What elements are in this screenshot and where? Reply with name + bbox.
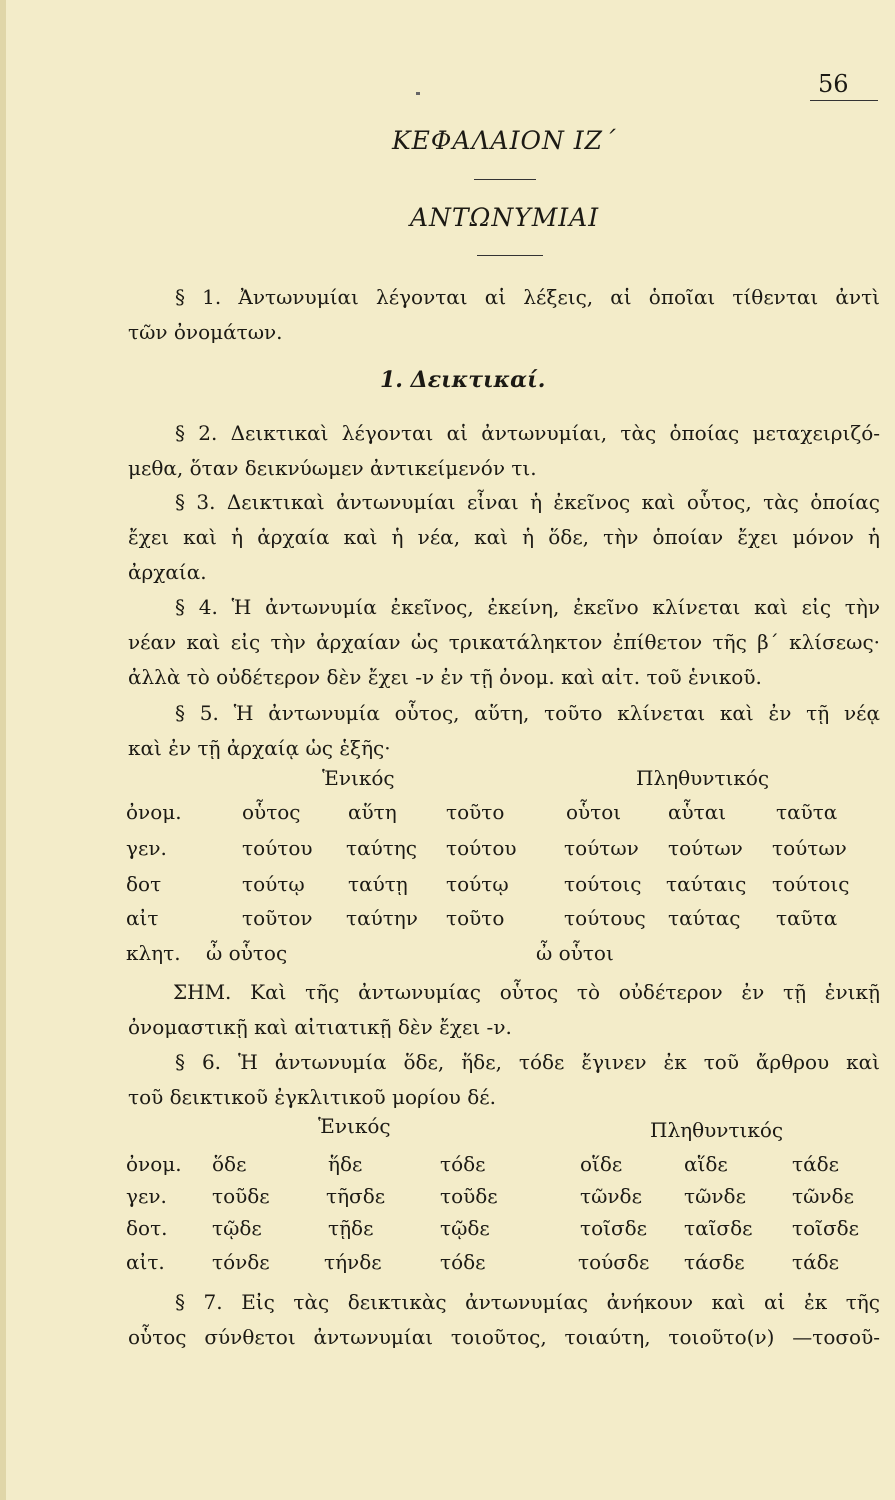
table2-cell: ἥδε (328, 1152, 363, 1176)
chapter-rule (474, 179, 536, 180)
table1-cell: τοῦτο (446, 800, 505, 824)
table1-cell: τοῦτον (242, 906, 313, 930)
paragraph-2-line-1: § 2. Δεικτικαὶ λέγονται αἱ ἀντωνυμίαι, τὰς ὁποίας μεταχειριζό- (175, 421, 880, 445)
paragraph-3-line-1: § 3. Δεικτικαὶ ἀντωνυμίαι εἶναι ἡ ἐκεῖνος καὶ οὗτος, τὰς ὁποίας (175, 490, 880, 514)
table1-case-nom: ὀνομ. (126, 800, 182, 824)
subheading: 1. Δεικτικαί. (380, 367, 546, 393)
print-speck (416, 92, 420, 95)
paragraph-7-line-1: § 7. Εἰς τὰς δεικτικὰς ἀντωνυμίας ἀνήκουν καὶ αἱ ἐκ τῆς (175, 1290, 880, 1314)
table1-cell: αὕτη (348, 800, 397, 824)
table1-cell: τούτου (242, 836, 313, 860)
table1-cell: αὗται (668, 800, 727, 824)
table1-cell: ταύταις (666, 872, 747, 896)
section-title: ΑΝΤΩΝΥΜΙΑΙ (410, 203, 600, 232)
note-line-2: ὀνομαστικῇ καὶ αἰτιατικῇ δὲν ἔχει -ν. (128, 1015, 512, 1039)
table1-cell: τούτους (564, 906, 646, 930)
table2-case-nom: ὀνομ. (126, 1152, 182, 1176)
table1-plural-header: Πληθυντικός (636, 766, 770, 790)
table1-cell: ταύτῃ (348, 872, 408, 896)
table1-cell: ταύτης (346, 836, 417, 860)
table2-cell: τάδε (792, 1250, 839, 1274)
section-rule (477, 255, 543, 256)
table2-cell: τῶνδε (792, 1184, 854, 1208)
table2-cell: τούσδε (578, 1250, 650, 1274)
paragraph-4-line-1: § 4. Ἡ ἀντωνυμία ἐκεῖνος, ἐκείνη, ἐκεῖνο κλίνεται καὶ εἰς τὴν (175, 595, 880, 619)
table2-cell: τῆσδε (326, 1184, 386, 1208)
table1-cell: ταῦτα (776, 800, 838, 824)
table1-cell: ταῦτα (776, 906, 838, 930)
table2-cell: τάσδε (684, 1250, 745, 1274)
table1-cell: τούτοις (564, 872, 642, 896)
table1-cell: τούτων (668, 836, 743, 860)
table2-cell: τοῦδε (212, 1184, 270, 1208)
table2-cell: τοῖσδε (580, 1216, 648, 1240)
paragraph-5-line-1: § 5. Ἡ ἀντωνυμία οὗτος, αὕτη, τοῦτο κλίνεται καὶ ἐν τῇ νέᾳ (175, 701, 880, 725)
paragraph-6-line-2: τοῦ δεικτικοῦ ἐγκλιτικοῦ μορίου δέ. (128, 1085, 496, 1109)
paragraph-5-line-2: καὶ ἐν τῇ ἀρχαίᾳ ὡς ἑξῆς· (128, 736, 391, 760)
paragraph-4-line-2: νέαν καὶ εἰς τὴν ἀρχαίαν ὡς τρικατάληκτον ἐπίθετον τῆς β΄ κλίσεως· (128, 630, 880, 654)
table1-case-voc: κλητ. (126, 941, 181, 965)
table1-cell: τούτων (772, 836, 847, 860)
paragraph-6-line-1: § 6. Ἡ ἀντωνυμία ὅδε, ἥδε, τόδε ἔγινεν ἐκ τοῦ ἄρθρου καὶ (175, 1050, 880, 1074)
paragraph-7-line-2: οὗτος σύνθετοι ἀντωνυμίαι τοιοῦτος, τοιαύτη, τοιοῦτο(ν) —τοσοῦ- (128, 1325, 880, 1349)
table2-cell: τοῖσδε (792, 1216, 860, 1240)
table2-cell: τῷδε (440, 1216, 490, 1240)
table2-case-dat: δοτ. (126, 1216, 168, 1240)
table1-cell: τούτῳ (446, 872, 509, 896)
table2-cell: τοῦδε (440, 1184, 498, 1208)
table1-case-dat: δοτ (126, 872, 162, 896)
page-number: 56 (818, 70, 849, 98)
table1-singular-header: Ἑνικός (322, 766, 395, 790)
table1-case-gen: γεν. (126, 836, 167, 860)
paragraph-3-line-2: ἔχει καὶ ἡ ἀρχαία καὶ ἡ νέα, καὶ ἡ ὅδε, τὴν ὁποίαν ἔχει μόνον ἡ (128, 525, 880, 549)
table2-cell: τῶνδε (684, 1184, 746, 1208)
table2-cell: αἵδε (684, 1152, 728, 1176)
page-number-rule (810, 100, 878, 101)
paragraph-3-line-3: ἀρχαία. (128, 560, 207, 584)
page-edge (0, 0, 6, 1500)
table1-voc-plural: ὦ οὗτοι (536, 941, 614, 965)
paragraph-1-line-2: τῶν ὀνομάτων. (128, 320, 283, 344)
paragraph-4-line-3: ἀλλὰ τὸ οὐδέτερον δὲν ἔχει -ν ἐν τῇ ὀνομ. καὶ αἰτ. τοῦ ἑνικοῦ. (128, 665, 762, 689)
table1-cell: οὗτοι (566, 800, 622, 824)
paragraph-2-line-2: μεθα, ὅταν δεικνύωμεν ἀντικείμενόν τι. (128, 456, 537, 480)
table1-cell: ταύτας (668, 906, 741, 930)
table2-cell: τῇδε (328, 1216, 374, 1240)
table2-cell: τόδε (440, 1250, 486, 1274)
table2-cell: ὅδε (212, 1152, 247, 1176)
table1-cell: τούτων (564, 836, 639, 860)
paragraph-1-line-1: § 1. Ἀντωνυμίαι λέγονται αἱ λέξεις, αἱ ὁποῖαι τίθενται ἀντὶ (175, 285, 880, 309)
table1-voc-singular: ὦ οὗτος (206, 941, 288, 965)
table2-singular-header: Ἑνικός (318, 1114, 391, 1138)
table1-cell: τούτῳ (242, 872, 305, 896)
table1-cell: οὗτος (242, 800, 301, 824)
table2-plural-header: Πληθυντικός (650, 1118, 784, 1142)
table2-cell: τήνδε (324, 1250, 382, 1274)
table2-cell: ταῖσδε (684, 1216, 753, 1240)
table2-cell: τόνδε (212, 1250, 270, 1274)
table2-cell: τῷδε (212, 1216, 262, 1240)
table1-case-acc: αἰτ (126, 906, 159, 930)
table2-cell: τῶνδε (580, 1184, 642, 1208)
table2-case-acc: αἰτ. (126, 1250, 165, 1274)
table1-cell: τούτου (446, 836, 517, 860)
table2-case-gen: γεν. (126, 1184, 167, 1208)
chapter-title: ΚΕΦΑΛΑΙΟΝ ΙΖ΄ (392, 126, 617, 155)
table1-cell: ταύτην (346, 906, 418, 930)
table1-cell: τούτοις (772, 872, 850, 896)
table2-cell: οἵδε (580, 1152, 623, 1176)
table2-cell: τόδε (440, 1152, 486, 1176)
table1-cell: τοῦτο (446, 906, 505, 930)
note-line-1: ΣΗΜ. Καὶ τῆς ἀντωνυμίας οὗτος τὸ οὐδέτερον ἐν τῇ ἑνικῇ (173, 980, 880, 1004)
table2-cell: τάδε (792, 1152, 839, 1176)
